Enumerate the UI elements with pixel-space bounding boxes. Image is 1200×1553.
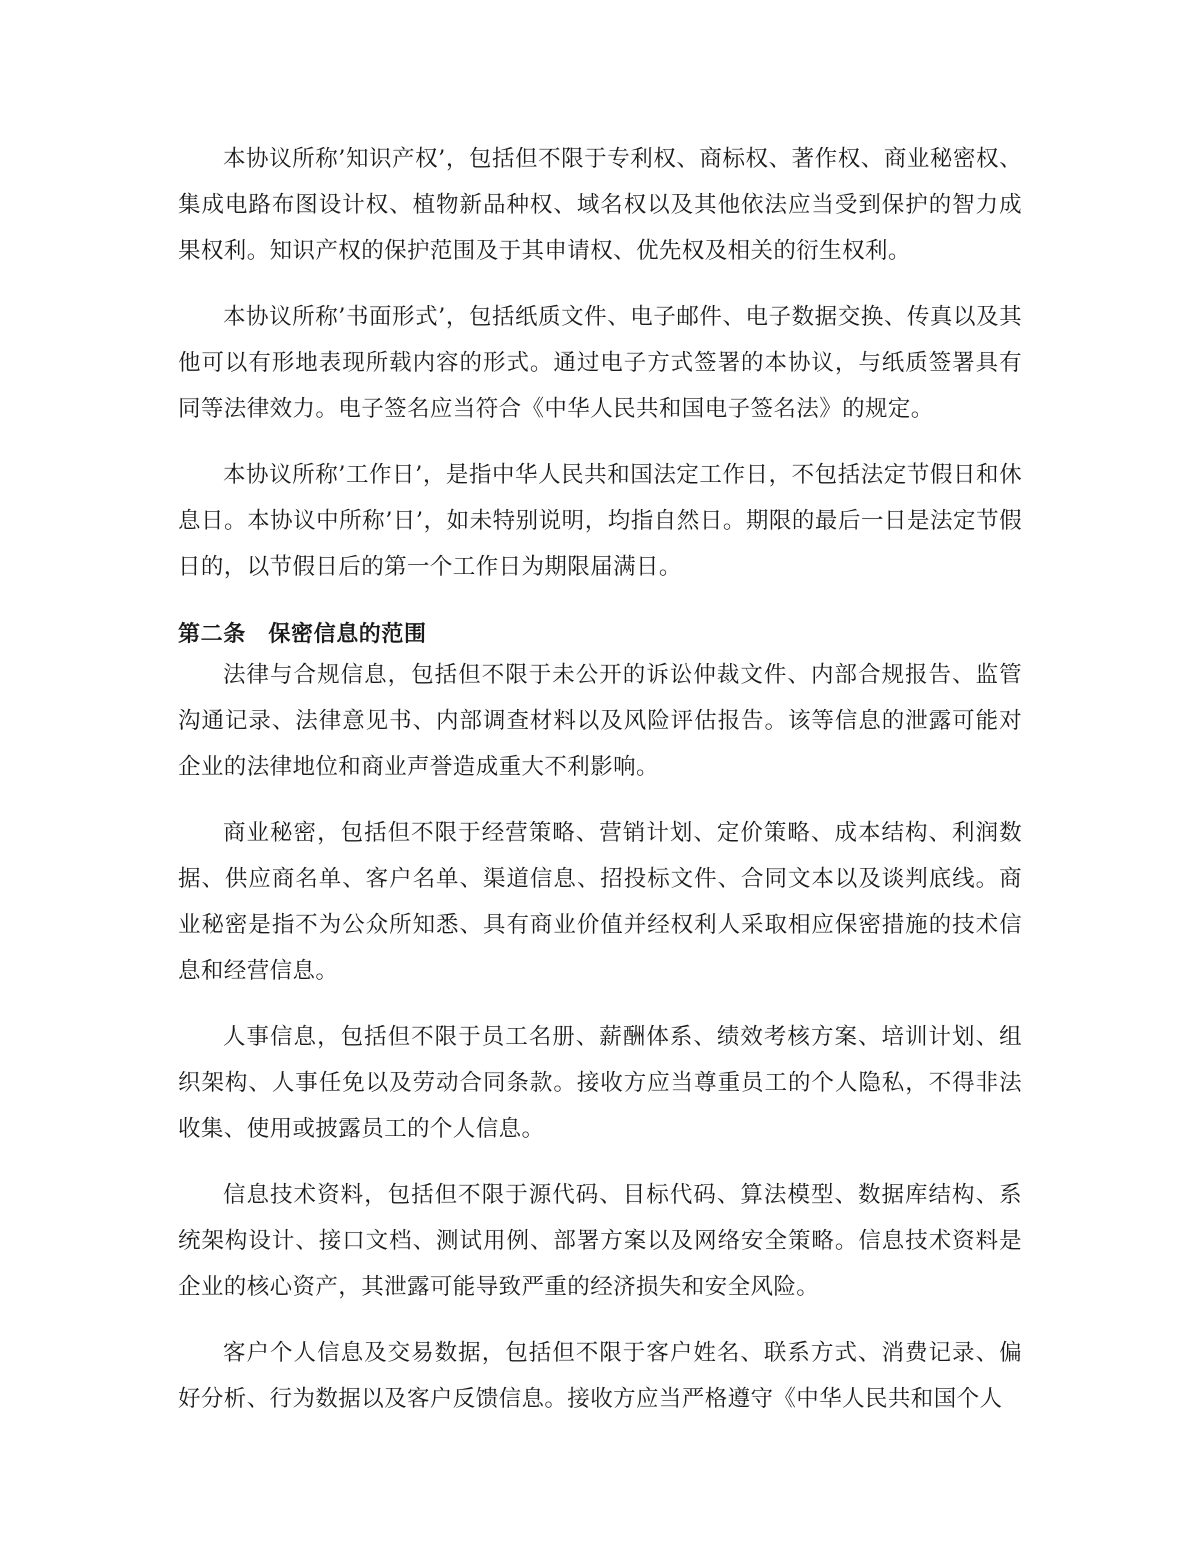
paragraph-ip-definition: 本协议所称’知识产权’，包括但不限于专利权、商标权、著作权、商业秘密权、集成电路布图设计权、植物新品种权、域名权以及其他依法应当受到保护的智力成果权利。知识产权的保护范围及于其申请权、优先权及相关的衍生权利。 — [178, 146, 1022, 264]
paragraph-gap — [178, 790, 1022, 810]
paragraph-legal-compliance-info: 法律与合规信息，包括但不限于未公开的诉讼仲裁文件、内部合规报告、监管沟通记录、法律意见书、内部调查材料以及风险评估报告。该等信息的泄露可能对企业的法律地位和商业声誉造成重大不利影响。 — [178, 662, 1022, 780]
paragraph-hr-info: 人事信息，包括但不限于员工名册、薪酬体系、绩效考核方案、培训计划、组织架构、人事任免以及劳动合同条款。接收方应当尊重员工的个人隐私，不得非法收集、使用或披露员工的个人信息。 — [178, 1024, 1022, 1142]
paragraph-gap — [178, 274, 1022, 294]
paragraph-it-materials: 信息技术资料，包括但不限于源代码、目标代码、算法模型、数据库结构、系统架构设计、接口文档、测试用例、部署方案以及网络安全策略。信息技术资料是企业的核心资产，其泄露可能导致严重的经济损失和安全风险。 — [178, 1182, 1022, 1300]
paragraph-gap — [178, 1310, 1022, 1330]
paragraph-working-day-definition: 本协议所称’工作日’，是指中华人民共和国法定工作日，不包括法定节假日和休息日。本协议中所称’日’，如未特别说明，均指自然日。期限的最后一日是法定节假日的，以节假日后的第一个工作日为期限届满日。 — [178, 462, 1022, 580]
paragraph-gap — [178, 590, 1022, 610]
paragraph-gap — [178, 1152, 1022, 1172]
paragraph-customer-data: 客户个人信息及交易数据，包括但不限于客户姓名、联系方式、消费记录、偏好分析、行为数据以及客户反馈信息。接收方应当严格遵守《中华人民共和国个人 — [178, 1340, 1022, 1412]
paragraph-trade-secrets: 商业秘密，包括但不限于经营策略、营销计划、定价策略、成本结构、利润数据、供应商名单、客户名单、渠道信息、招投标文件、合同文本以及谈判底线。商业秘密是指不为公众所知悉、具有商业价值并经权利人采取相应保密措施的技术信息和经营信息。 — [178, 820, 1022, 984]
section-title-article-2: 第二条 保密信息的范围 — [178, 622, 427, 647]
paragraph-gap — [178, 994, 1022, 1014]
paragraph-written-form-definition: 本协议所称’书面形式’，包括纸质文件、电子邮件、电子数据交换、传真以及其他可以有形地表现所载内容的形式。通过电子方式签署的本协议，与纸质签署具有同等法律效力。电子签名应当符合《中华人民共和国电子签名法》的规定。 — [178, 304, 1022, 422]
paragraph-gap — [178, 432, 1022, 452]
